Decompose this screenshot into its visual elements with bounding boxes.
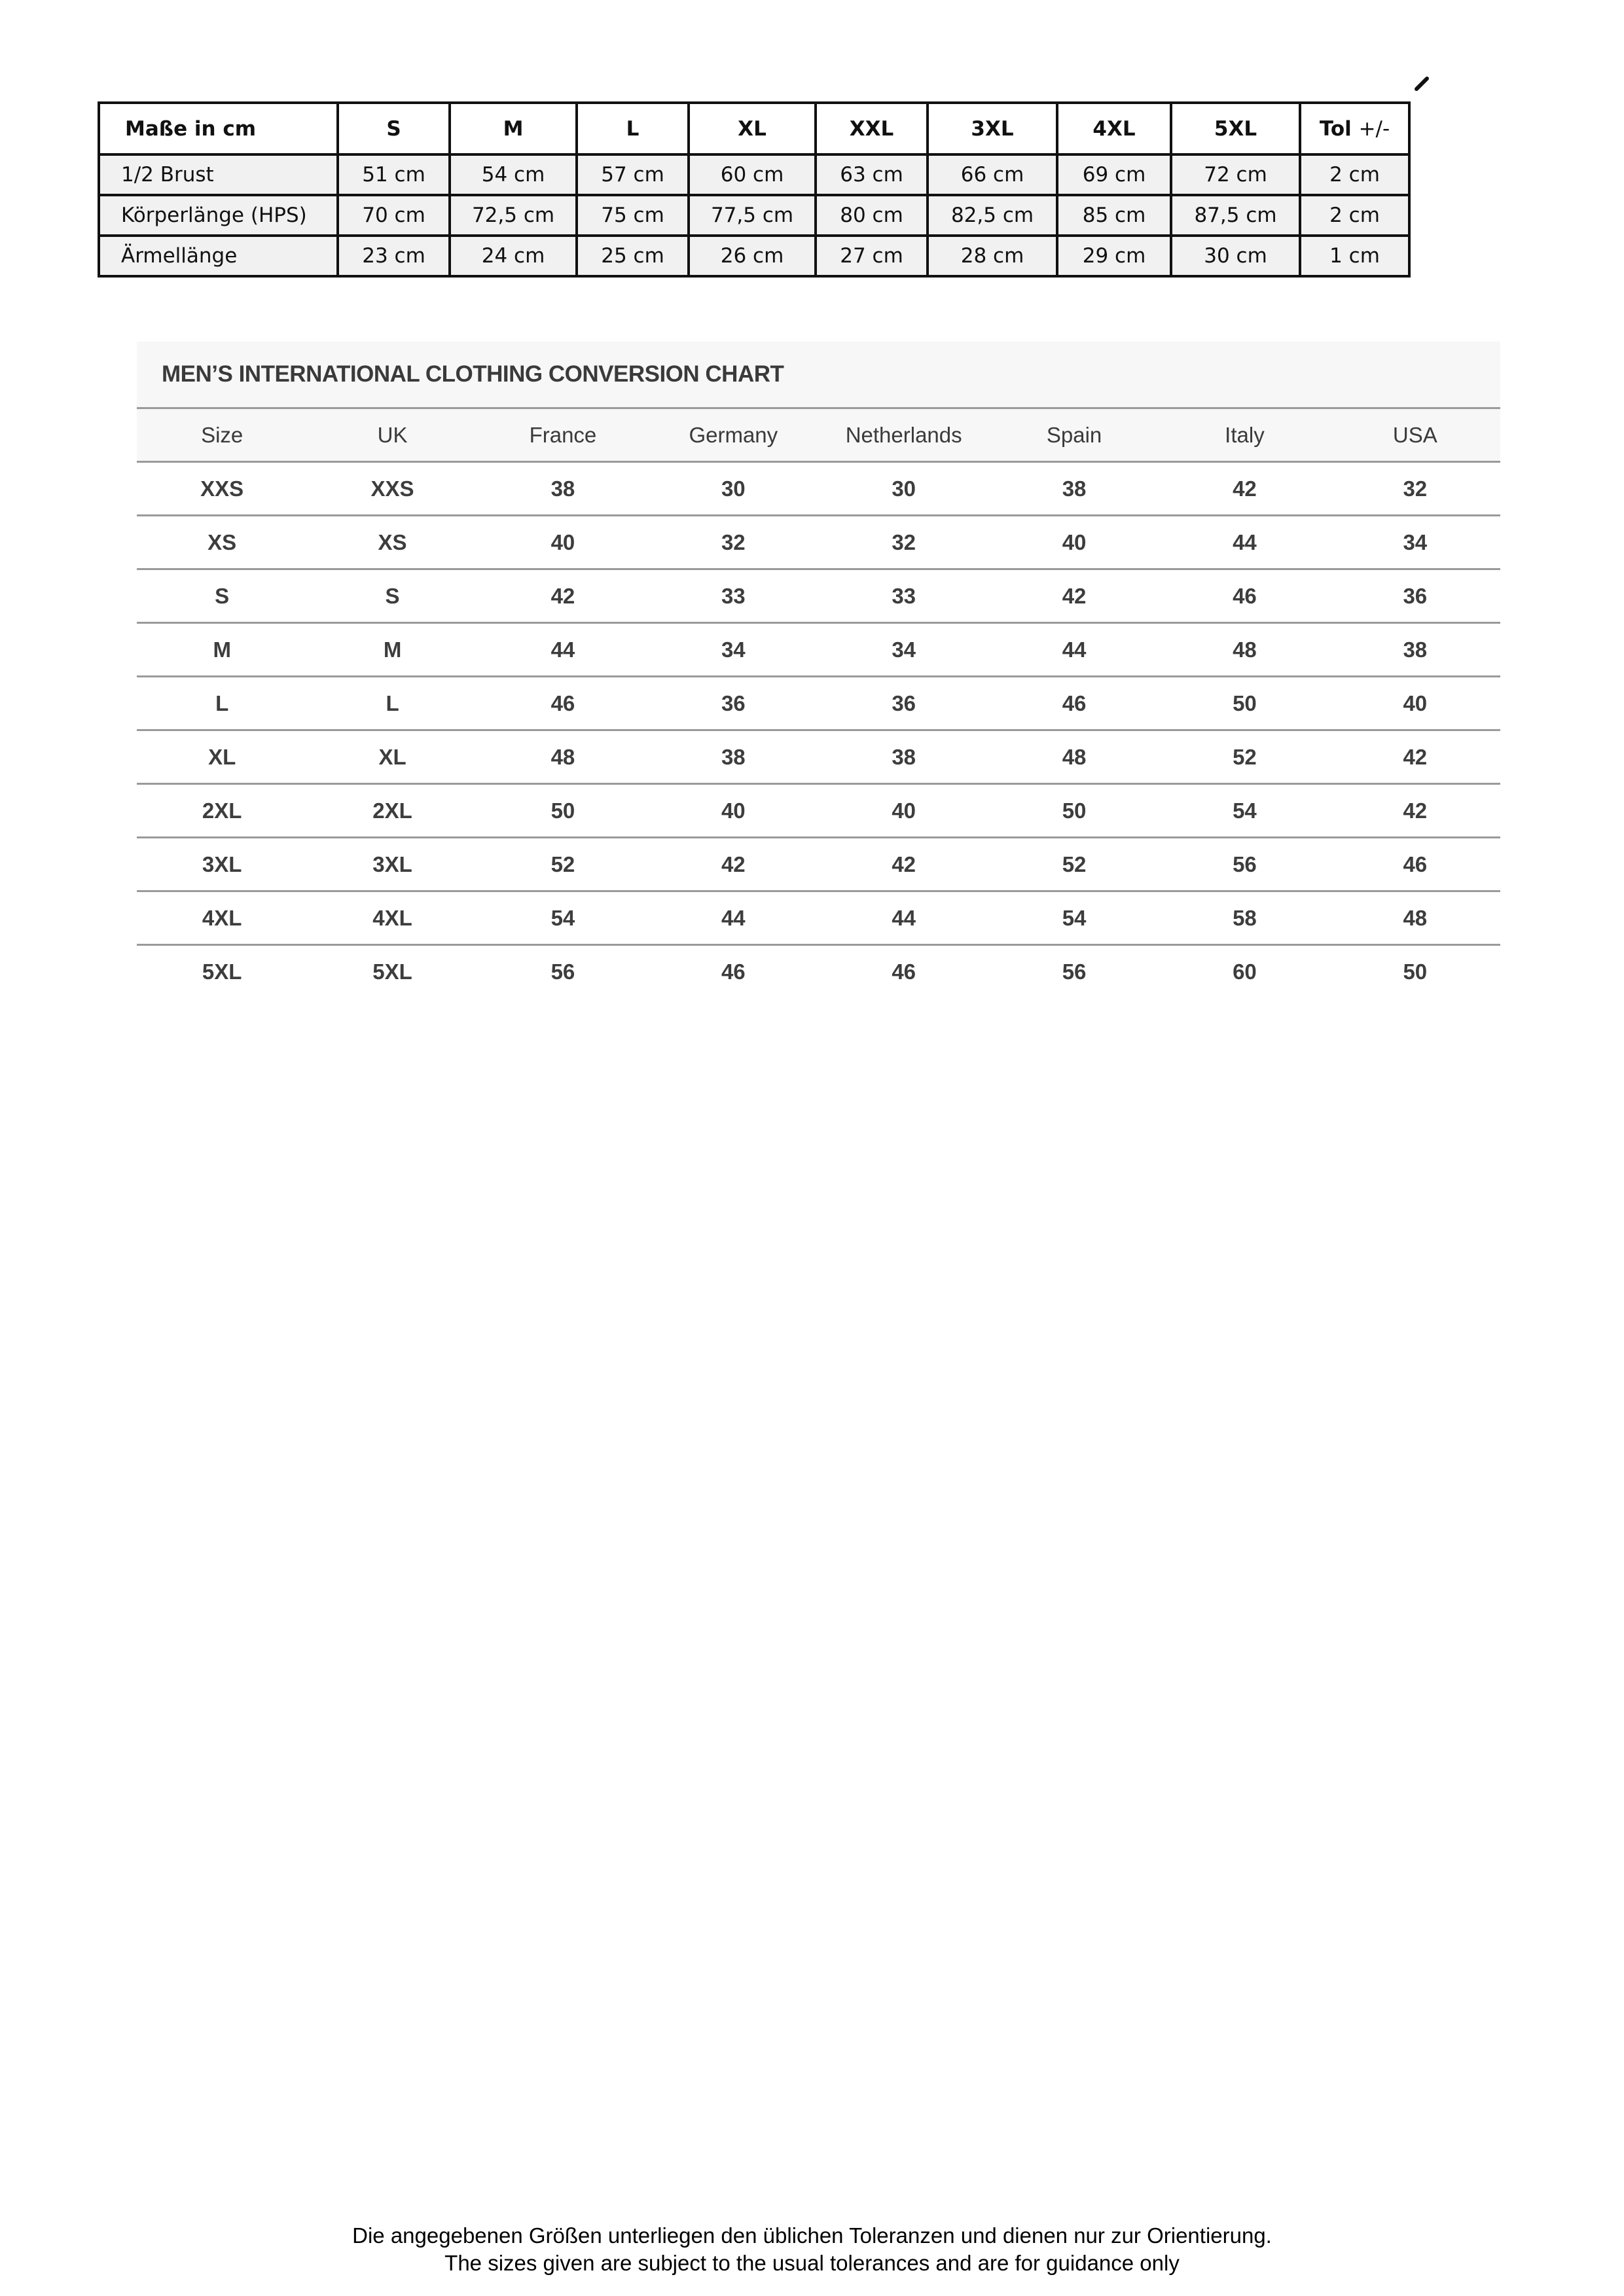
conversion-table-cell: 38 [1330,623,1500,677]
conversion-table-cell: 34 [1330,516,1500,569]
size-table-row [99,154,1409,195]
conversion-table-cell: 58 [1159,891,1329,945]
tolerance-label: Tol [1319,117,1352,141]
conversion-table-cell: 48 [1159,623,1329,677]
conversion-table-cell: 33 [648,569,818,623]
conversion-table-cell: 46 [721,959,746,984]
conversion-column-header: Italy [1159,409,1329,462]
size-table-header-cell: M [450,103,577,154]
conversion-table-cell: 40 [648,784,818,838]
size-table-cell: 30 cm [1171,236,1300,276]
conversion-table-cell: 3XL [137,838,307,891]
size-table-header-cell: XXL [816,103,928,154]
conversion-table-row [137,623,1500,677]
size-table-header-cell: 5XL [1171,103,1300,154]
size-table-row-label: Ärmellänge [99,236,338,276]
size-table-cell: 26 cm [689,236,816,276]
conversion-table-cell: 48 [478,730,648,784]
size-table-cell: 27 cm [816,236,928,276]
size-table-row [99,236,1409,276]
footer-line-german: Die angegebenen Größen unterliegen den üblichen Toleranzen und dienen nur zur Orientierung. [352,2223,1272,2248]
size-table-cell: 1 cm [1300,236,1409,276]
conversion-table-cell: XXS [307,462,477,516]
conversion-table-cell: 54 [478,891,648,945]
conversion-table-cell: 5XL [372,959,412,984]
conversion-table-cell: 36 [819,677,989,730]
conversion-table-cell: S [307,569,477,623]
conversion-table-cell: 42 [1330,730,1500,784]
size-table-cell: 75 cm [577,195,689,236]
conversion-table-cell: XL [307,730,477,784]
conversion-table-cell: 50 [1159,677,1329,730]
conversion-table-cell: 42 [1159,462,1329,516]
conversion-table-cell: 42 [648,838,818,891]
conversion-table-cell: 46 [1330,838,1500,891]
size-table-cell: 54 cm [450,154,577,195]
conversion-column-header: USA [1330,409,1500,462]
conversion-table-cell: 50 [478,784,648,838]
size-table-cell: 87,5 cm [1171,195,1300,236]
conversion-table-cell: 44 [819,891,989,945]
conversion-table-cell: 38 [819,730,989,784]
conversion-table-cell: L [307,677,477,730]
conversion-table-cell: 4XL [137,891,307,945]
conversion-column-header: Netherlands [819,409,989,462]
conversion-table-row [137,569,1500,623]
size-table-cell: 60 cm [689,154,816,195]
conversion-table-cell: 2XL [137,784,307,838]
conversion-table-cell: XS [307,516,477,569]
conversion-table-cell: 56 [550,959,575,984]
conversion-table-cell: S [137,569,307,623]
conversion-table-cell: XS [137,516,307,569]
conversion-table-cell: 56 [1062,959,1087,984]
conversion-column-header: France [478,409,648,462]
size-measurement-table [98,101,1411,278]
conversion-column-header: Germany [648,409,818,462]
conversion-table-cell: 36 [1330,569,1500,623]
size-table-cell: 23 cm [338,236,450,276]
conversion-table-cell: 42 [1330,784,1500,838]
size-table-cell: 85 cm [1057,195,1171,236]
size-table-cell: 69 cm [1057,154,1171,195]
conversion-table-header-row [137,409,1500,462]
conversion-table-row [137,516,1500,569]
conversion-table-cell: 54 [1159,784,1329,838]
size-table-cell: 25 cm [577,236,689,276]
conversion-table-cell: 40 [819,784,989,838]
conversion-table-cell: 34 [819,623,989,677]
size-table-cell: 24 cm [450,236,577,276]
conversion-table-cell: 50 [1403,959,1428,984]
conversion-table-cell: M [307,623,477,677]
conversion-table-cell: 44 [478,623,648,677]
tolerance-sign: +/- [1358,117,1390,141]
conversion-table-cell: 46 [1159,569,1329,623]
size-table-header-cell: L [577,103,689,154]
footer-line-english: The sizes given are subject to the usual tolerances and are for guidance only [444,2251,1180,2275]
conversion-table-cell: 42 [819,838,989,891]
conversion-table-cell: 33 [819,569,989,623]
conversion-table-cell: 44 [648,891,818,945]
conversion-table-cell: 44 [1159,516,1329,569]
footer-note [0,2222,1624,2277]
conversion-table-cell: 54 [989,891,1159,945]
conversion-column-header: UK [307,409,477,462]
size-table-cell: 63 cm [816,154,928,195]
conversion-table-row [137,945,1500,998]
size-table-cell: 72 cm [1171,154,1300,195]
size-table-header-cell: XL [689,103,816,154]
conversion-table-cell: 42 [478,569,648,623]
conversion-table-cell: 32 [1330,462,1500,516]
size-table-header-cell: 3XL [928,103,1057,154]
conversion-table-cell: 48 [989,730,1159,784]
conversion-table-cell: 36 [648,677,818,730]
conversion-table [137,409,1500,997]
size-table-cell: 80 cm [816,195,928,236]
conversion-table-row [137,838,1500,891]
conversion-table-cell: 46 [478,677,648,730]
conversion-table-cell: 32 [819,516,989,569]
size-table-header-cell: S [338,103,450,154]
conversion-table-cell: XXS [137,462,307,516]
size-table-cell: 82,5 cm [928,195,1057,236]
conversion-table-cell: 4XL [307,891,477,945]
conversion-table-cell: 2XL [307,784,477,838]
conversion-chart [137,342,1500,997]
conversion-table-cell: 30 [819,462,989,516]
size-table-row-label: 1/2 Brust [99,154,338,195]
size-table-cell: 57 cm [577,154,689,195]
size-table-cell: 70 cm [338,195,450,236]
conversion-column-header: Size [137,409,307,462]
conversion-table-row [137,784,1500,838]
conversion-table-row [137,462,1500,516]
conversion-table-cell: XL [137,730,307,784]
conversion-table-cell: 40 [478,516,648,569]
conversion-table-cell: 44 [989,623,1159,677]
conversion-table-cell: 50 [989,784,1159,838]
conversion-table-row [137,677,1500,730]
conversion-table-cell: M [137,623,307,677]
size-table-header-row [99,103,1409,154]
size-table-header-tolerance [1300,103,1409,154]
conversion-table-cell: 34 [648,623,818,677]
conversion-table-cell: 38 [478,462,648,516]
conversion-table-cell: 56 [1159,838,1329,891]
conversion-table-cell: 52 [989,838,1159,891]
conversion-table-cell: 3XL [307,838,477,891]
pen-mark-icon [1413,73,1439,93]
conversion-table-cell: L [137,677,307,730]
conversion-table-cell: 5XL [202,959,242,984]
size-table-row [99,195,1409,236]
conversion-table-cell: 46 [892,959,916,984]
conversion-column-header: Spain [989,409,1159,462]
size-table-cell: 28 cm [928,236,1057,276]
conversion-chart-title: MEN’S INTERNATIONAL CLOTHING CONVERSION CHART [137,342,1500,409]
size-table-header-label: Maße in cm [99,103,338,154]
conversion-table-cell: 52 [1159,730,1329,784]
size-table-cell: 72,5 cm [450,195,577,236]
size-table-cell: 51 cm [338,154,450,195]
conversion-table-cell: 46 [989,677,1159,730]
size-table-cell: 77,5 cm [689,195,816,236]
size-table-header-cell: 4XL [1057,103,1171,154]
conversion-table-row [137,891,1500,945]
conversion-table-cell: 38 [989,462,1159,516]
conversion-table-cell: 48 [1330,891,1500,945]
size-table-row-label: Körperlänge (HPS) [99,195,338,236]
size-table-cell: 2 cm [1300,195,1409,236]
conversion-table-cell: 52 [478,838,648,891]
conversion-table-cell: 40 [1330,677,1500,730]
conversion-table-cell: 32 [648,516,818,569]
size-table-cell: 29 cm [1057,236,1171,276]
conversion-table-cell: 38 [648,730,818,784]
conversion-table-row [137,730,1500,784]
conversion-table-cell: 30 [648,462,818,516]
conversion-table-cell: 60 [1233,959,1257,984]
conversion-table-cell: 42 [989,569,1159,623]
conversion-table-cell: 40 [989,516,1159,569]
size-table-cell: 66 cm [928,154,1057,195]
size-table-cell: 2 cm [1300,154,1409,195]
